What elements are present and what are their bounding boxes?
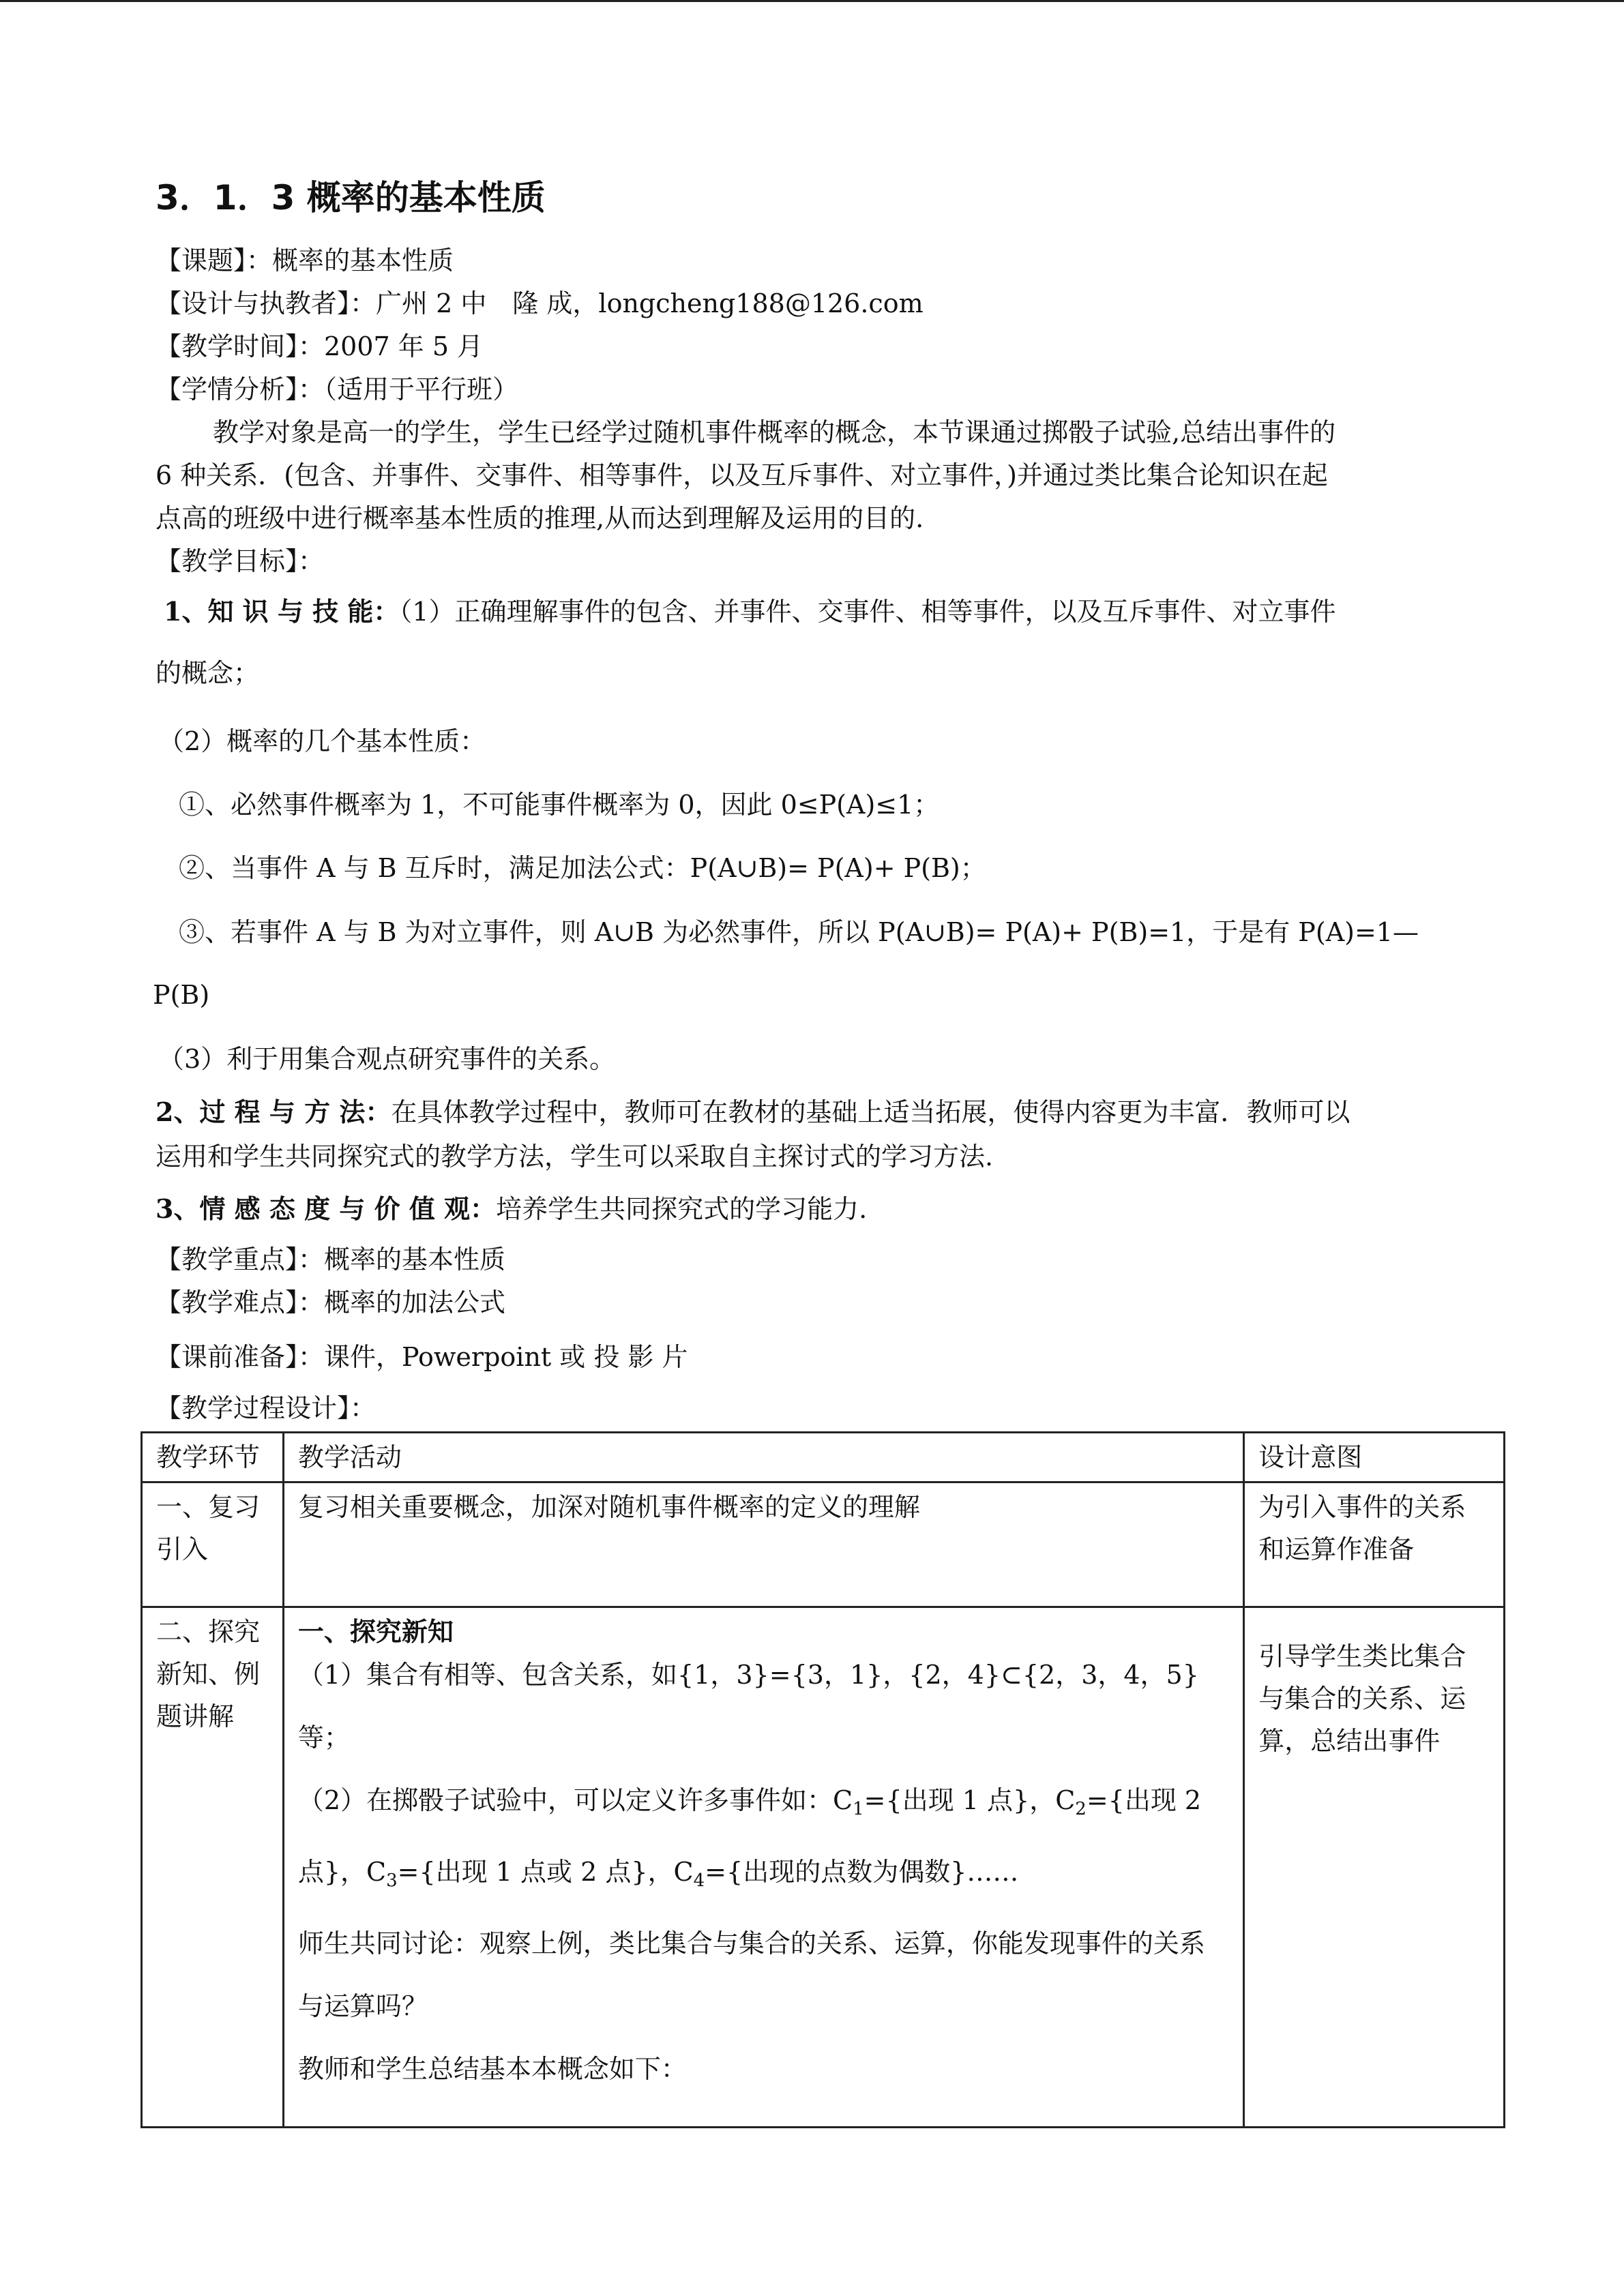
- row2-a3: 师生共同讨论：观察上例，类比集合与集合的关系、运算，你能发现事件的关系与运算吗？: [297, 1928, 1205, 2021]
- goal-3-label: 3、情 感 态 度 与 价 值 观：: [156, 1193, 497, 1224]
- row2-a2-mid1: ={出现 1 点}，C: [863, 1785, 1076, 1815]
- property-2: ②、当事件 A 与 B 互斥时，满足加法公式：P(A∪B)= P(A)+ P(B)；: [179, 853, 986, 883]
- row2-stage: 二、探究新知、例题讲解: [142, 1607, 284, 2128]
- topic-line: 【课题】：概率的基本性质: [156, 245, 454, 275]
- analysis-label: 【学情分析】：（适用于平行班）: [156, 374, 519, 404]
- property-3-cont: P(B): [153, 980, 210, 1010]
- header-activity: 教学活动: [283, 1433, 1243, 1482]
- key-point: 【教学重点】：概率的基本性质: [156, 1244, 506, 1274]
- goal-2-cont: 运用和学生共同探究式的教学方法，学生可以采取自主探讨式的学习方法.: [156, 1142, 994, 1172]
- goal-1: [164, 595, 1336, 629]
- row2-a1: （1）集合有相等、包含关系，如{1，3}={3，1}，{2，4}⊂{2，3，4，5}等；: [297, 1660, 1199, 1753]
- row1-activity: 复习相关重要概念，加深对随机事件概率的定义的理解: [283, 1482, 1243, 1607]
- row2-intent: 引导学生类比集合与集合的关系、运算，总结出事件: [1244, 1607, 1505, 2128]
- table-header-row: [142, 1433, 1505, 1482]
- goal-1-label: 1、知 识 与 技 能：: [164, 596, 400, 627]
- header-stage: 教学环节: [142, 1433, 284, 1482]
- subscript-1: 1: [853, 1799, 864, 1819]
- goal-1-text: （1）正确理解事件的包含、并事件、交事件、相等事件，以及互斥事件、对立事件: [399, 597, 1336, 627]
- property-1: ①、必然事件概率为 1，不可能事件概率为 0，因此 0≤P(A)≤1；: [179, 790, 940, 820]
- lesson-plan-table: [141, 1431, 1505, 2128]
- row2-a4: 教师和学生总结基本本概念如下：: [297, 2054, 687, 2084]
- row2-a2-pre: （2）在掷骰子试验中，可以定义许多事件如：C: [297, 1785, 853, 1815]
- header-intent: 设计意图: [1244, 1433, 1505, 1482]
- analysis-line-2: 6 种关系．(包含、并事件、交事件、相等事件，以及互斥事件、对立事件，)并通过类比集合论知识在起: [156, 460, 1328, 490]
- prep: 【课前准备】：课件，Powerpoint 或 投 影 片: [156, 1342, 688, 1372]
- goal-3: [156, 1192, 867, 1226]
- analysis-line-1: 教学对象是高一的学生，学生已经学过随机事件概率的概念，本节课通过掷骰子试验,总结出事件的: [213, 417, 1336, 447]
- row2-a2: [298, 1769, 1229, 1912]
- difficulty: 【教学难点】：概率的加法公式: [156, 1287, 506, 1317]
- property-3: ③、若事件 A 与 B 为对立事件，则 A∪B 为必然事件，所以 P(A∪B)= P(A)+ P(B)=1，于是有 P(A)=1—: [179, 917, 1419, 947]
- goal-1-2: （2）概率的几个基本性质：: [158, 726, 486, 756]
- process-label: 【教学过程设计】：: [156, 1393, 377, 1423]
- analysis-line-3: 点高的班级中进行概率基本性质的推理,从而达到理解及运用的目的.: [156, 503, 924, 533]
- page-title: 3．1．3 概率的基本性质: [156, 178, 546, 218]
- top-border: [0, 0, 1624, 2]
- goal-2-label: 2、过 程 与 方 法：: [156, 1097, 392, 1127]
- subscript-3: 3: [386, 1870, 398, 1891]
- goal-1-cont: 的概念；: [156, 658, 260, 688]
- goal-3-text: 培养学生共同探究式的学习能力.: [496, 1194, 868, 1224]
- row2-activity: [283, 1607, 1243, 2128]
- time-line: 【教学时间】：2007 年 5 月: [156, 331, 484, 361]
- subscript-2: 2: [1075, 1799, 1087, 1819]
- subscript-4: 4: [693, 1870, 705, 1891]
- goal-2: [156, 1095, 1350, 1129]
- goal-1-3: （3）利于用集合观点研究事件的关系。: [158, 1044, 616, 1074]
- table-row: [142, 1607, 1505, 2128]
- row2-a2-mid2: ={出现 2 点}，C: [297, 1785, 1202, 1887]
- row2-a2-mid3: ={出现 1 点或 2 点}，C: [397, 1857, 694, 1887]
- goal-label: 【教学目标】：: [156, 546, 325, 576]
- table-row: [142, 1482, 1505, 1607]
- goal-2-text: 在具体教学过程中，教师可在教材的基础上适当拓展，使得内容更为丰富．教师可以: [391, 1097, 1350, 1127]
- row1-intent: 为引入事件的关系和运算作准备: [1244, 1482, 1505, 1607]
- designer-line: 【设计与执教者】：广州 2 中 隆 成，longcheng188@126.com: [156, 288, 924, 318]
- row1-stage: 一、复习引入: [142, 1482, 284, 1607]
- row2-heading: 一、探究新知: [297, 1616, 454, 1647]
- row2-a2-end: ={出现的点数为偶数}……: [705, 1857, 1019, 1887]
